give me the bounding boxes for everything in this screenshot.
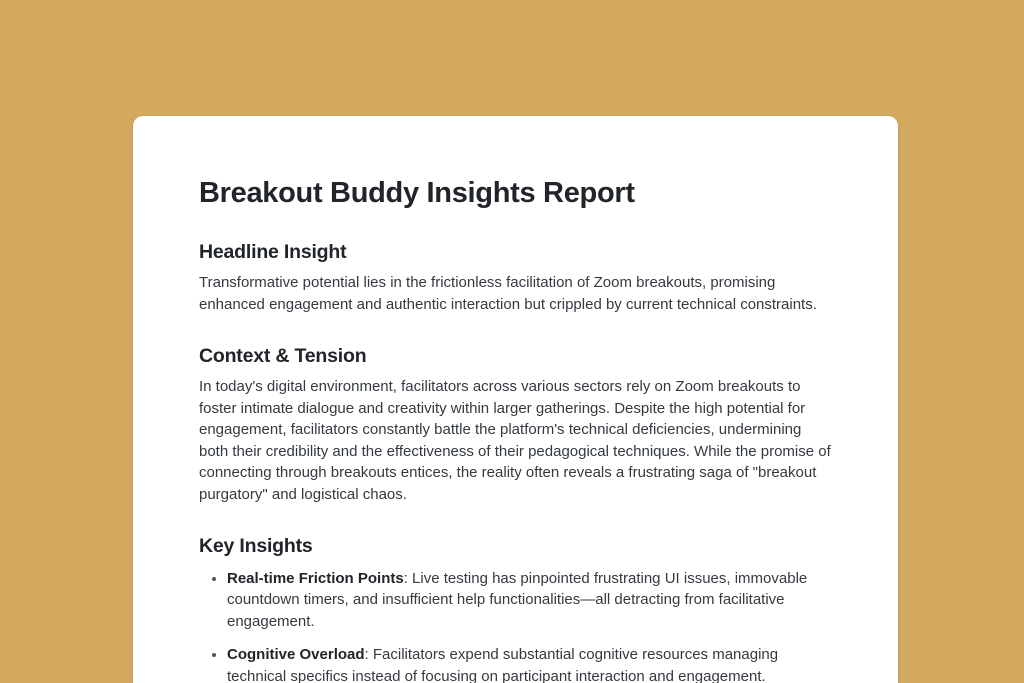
headline-insight-paragraph: Transformative potential lies in the frictionless facilitation of Zoom breakouts, promising enhanced engagement and authentic interaction but crippled by current technical constraints. — [199, 274, 817, 313]
key-insight-term: Real-time Friction Points — [227, 569, 404, 587]
key-insight-item-cognitive-overload — [227, 644, 832, 683]
section-key-insights — [199, 534, 832, 683]
key-insight-text: : Facilitators expend substantial cognitive resources managing technical specifics instead of focusing on participant interaction and engagement. — [227, 646, 779, 683]
context-tension-heading: Context & Tension — [199, 345, 367, 368]
report-title: Breakout Buddy Insights Report — [199, 177, 635, 209]
key-insight-term: Cognitive Overload — [227, 646, 365, 664]
context-tension-paragraph: In today's digital environment, facilitators across various sectors rely on Zoom breakouts to foster intimate dialogue and creativity within larger gatherings. Despite the high potential for engagement, facilitators constantly battle the platform's technical deficiencies, undermining both their credibility and the effectiveness of their pedagogical techniques. While the promise of connecting through breakouts entices, the reality often reveals a frustrating saga of "breakout purgatory" and logistical chaos. — [199, 378, 831, 503]
key-insights-list — [199, 568, 832, 683]
section-headline-insight — [199, 240, 832, 315]
headline-insight-heading: Headline Insight — [199, 240, 347, 263]
key-insight-item-friction-points — [227, 568, 832, 633]
report-card — [133, 116, 898, 683]
key-insight-text: : Live testing has pinpointed frustrating UI issues, immovable countdown timers, and insufficient help functionalities—all detracting from facilitative engagement. — [227, 569, 808, 630]
section-context-tension — [199, 344, 832, 505]
key-insights-heading: Key Insights — [199, 535, 313, 558]
